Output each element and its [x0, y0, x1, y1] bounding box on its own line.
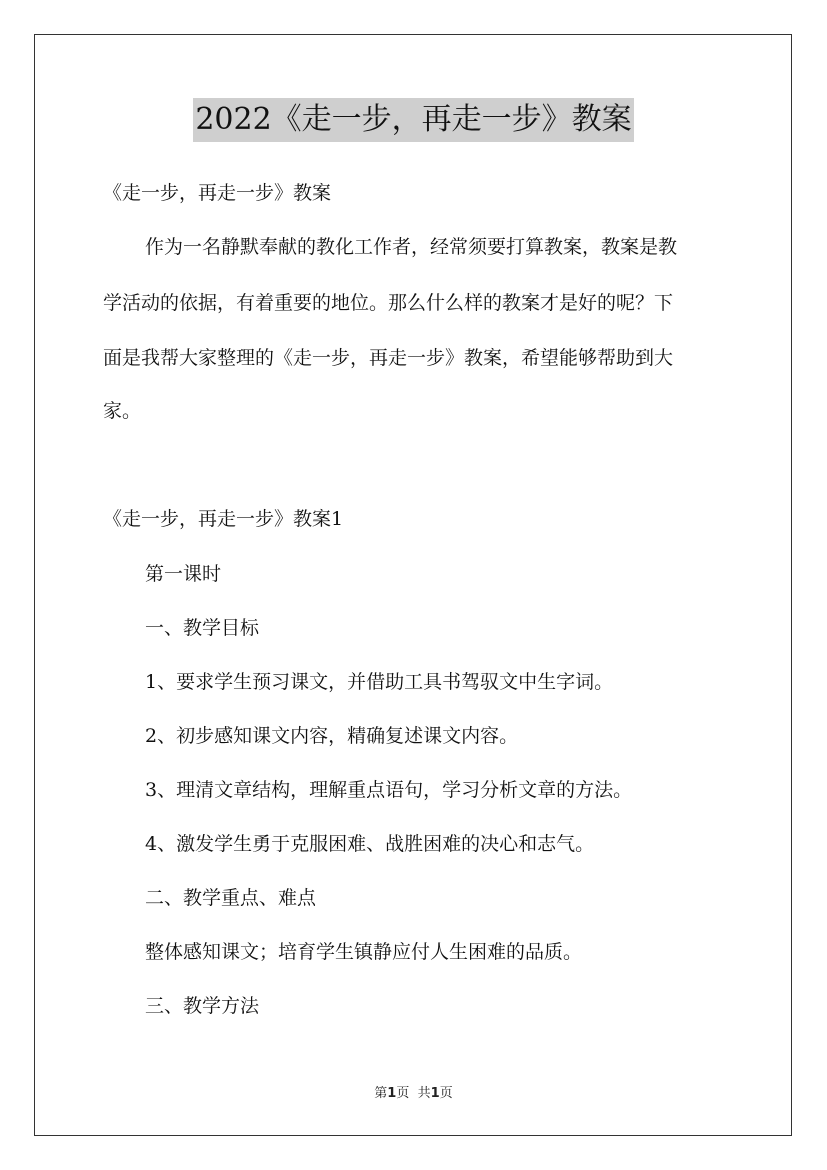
footer-page-suffix: 页 — [396, 1086, 410, 1101]
list-item: 二、教学重点、难点 — [145, 887, 317, 909]
list-item: 一、教学目标 — [145, 617, 260, 639]
lesson-label: 第一课时 — [145, 563, 222, 585]
list-item: 2、初步感知课文内容，精确复述课文内容。 — [145, 725, 519, 747]
list-item: 1、要求学生预习课文，并借助工具书驾驭文中生字词。 — [145, 671, 614, 693]
footer-total-prefix: 共 — [417, 1086, 431, 1101]
footer-total-number: 1 — [430, 1086, 440, 1101]
list-item: 整体感知课文；培育学生镇静应付人生困难的品质。 — [145, 941, 583, 963]
intro-line-1: 作为一名静默奉献的教化工作者，经常须要打算教案，教案是教 — [145, 236, 678, 258]
footer-page-prefix: 第 — [374, 1086, 388, 1101]
list-item: 3、理清文章结构，理解重点语句，学习分析文章的方法。 — [145, 779, 633, 801]
list-item: 4、激发学生勇于克服困难、战胜困难的决心和志气。 — [145, 833, 595, 855]
title-container — [0, 98, 827, 142]
intro-line-2: 学活动的依据，有着重要的地位。那么什么样的教案才是好的呢？下 — [103, 292, 674, 314]
footer-page-number: 1 — [387, 1086, 397, 1101]
intro-line-4: 家。 — [103, 400, 142, 422]
intro-line-3: 面是我帮大家整理的《走一步，再走一步》教案，希望能够帮助到大 — [103, 347, 674, 369]
document-title: 2022《走一步，再走一步》教案 — [193, 98, 633, 142]
subtitle: 《走一步，再走一步》教案 — [103, 182, 332, 204]
footer-total-suffix: 页 — [439, 1086, 453, 1101]
list-item: 三、教学方法 — [145, 995, 260, 1017]
section-heading: 《走一步，再走一步》教案1 — [103, 508, 344, 530]
page-footer — [0, 1082, 827, 1101]
